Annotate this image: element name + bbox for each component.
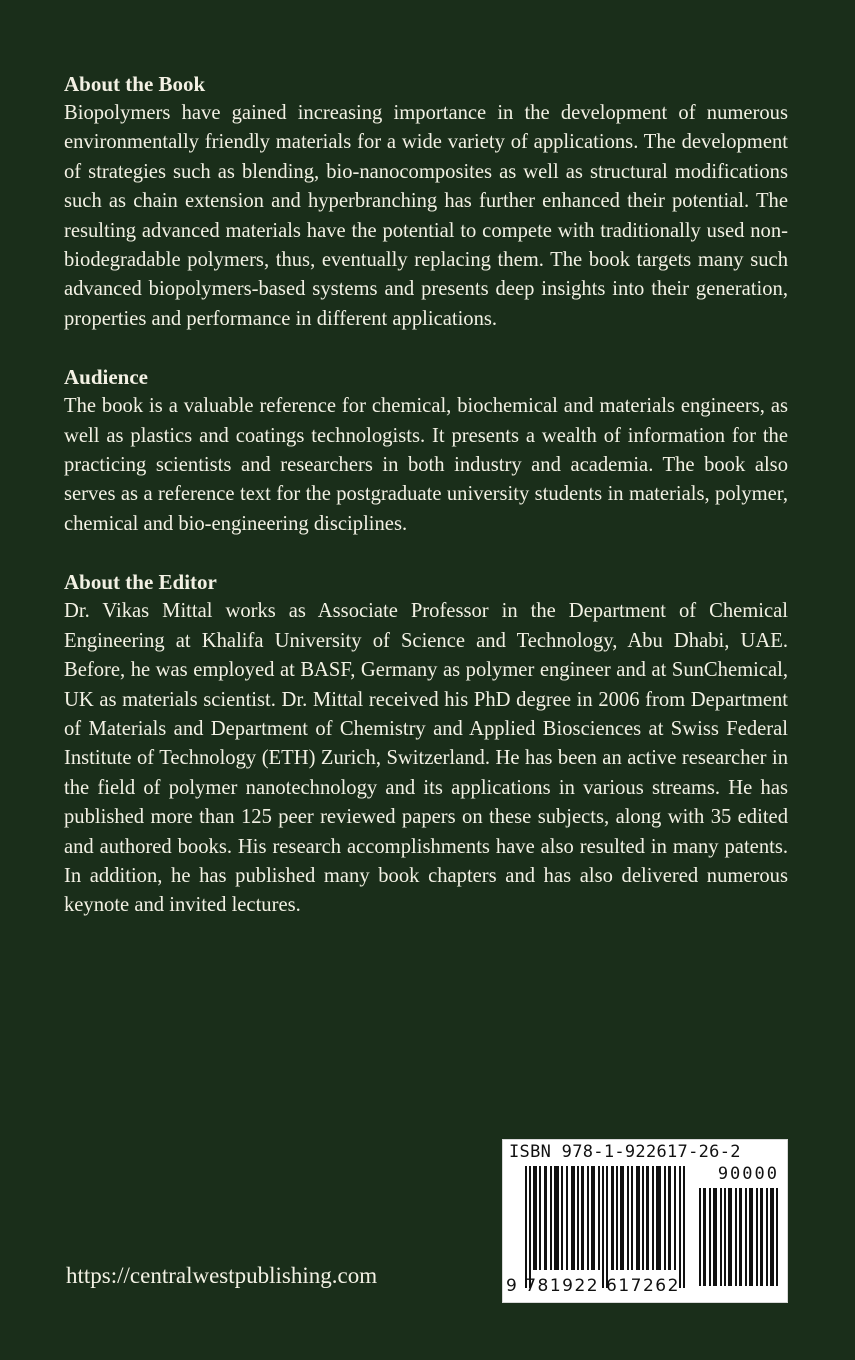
audience-heading: Audience	[64, 365, 148, 390]
addon-barcode-bars-icon	[699, 1188, 779, 1286]
isbn-barcode	[502, 1139, 788, 1303]
about-book-heading: About the Book	[64, 72, 206, 96]
about-editor-section	[64, 568, 788, 920]
isbn-label: ISBN 978-1-922617-26-2	[509, 1142, 741, 1162]
price-addon-label: 90000	[717, 1164, 779, 1184]
publisher-url[interactable]: https://centralwestpublishing.com	[66, 1263, 378, 1288]
back-cover-text	[64, 70, 788, 950]
audience-section	[64, 363, 788, 539]
barcode-digits: 9 781922 617262	[506, 1276, 680, 1296]
about-book-body: Biopolymers have gained increasing importance in the development of numerous environmentally friendly materials for a wide variety of applications. The development of strategies such as blending, bio-nanocomposites as well as structural modifications such as chain extension and hyperbranching has further enhanced their potential. The resulting advanced materials have the potential to compete with traditionally used non-biodegradable polymers, thus, eventually replacing them. The book targets many such advanced biopolymers-based systems and presents deep insights into their generation, properties and performance in different applications.	[64, 102, 788, 330]
about-editor-heading: About the Editor	[64, 570, 217, 595]
about-editor-body: Dr. Vikas Mittal works as Associate Professor in the Department of Chemical Engineering at Khalifa University of Science and Technology, Abu Dhabi, UAE. Before, he was employed at BASF, Germany as polymer engineer and at SunChemical, UK as materials scientist. Dr. Mittal received his PhD degree in 2006 from Department of Materials and Department of Chemistry and Applied Biosciences at Swiss Federal Institute of Technology (ETH) Zurich, Switzerland. He has been an active researcher in the field of polymer nanotechnology and its applications in various streams. He has published more than 125 peer reviewed papers on these subjects, along with 35 edited and authored books. His research accomplishments have also resulted in many patents. In addition, he has published many book chapters and has also delivered numerous keynote and invited lectures.	[64, 600, 788, 917]
barcode-bars-icon	[525, 1166, 687, 1288]
about-book-section	[64, 70, 788, 334]
audience-body: The book is a valuable reference for chemical, biochemical and materials engineers, as well as plastics and coatings technologists. It presents a wealth of information for the practicing scientists and researchers in both industry and academia. The book also serves as a reference text for the postgraduate university students in materials, polymer, chemical and bio-engineering disciplines.	[64, 395, 788, 535]
